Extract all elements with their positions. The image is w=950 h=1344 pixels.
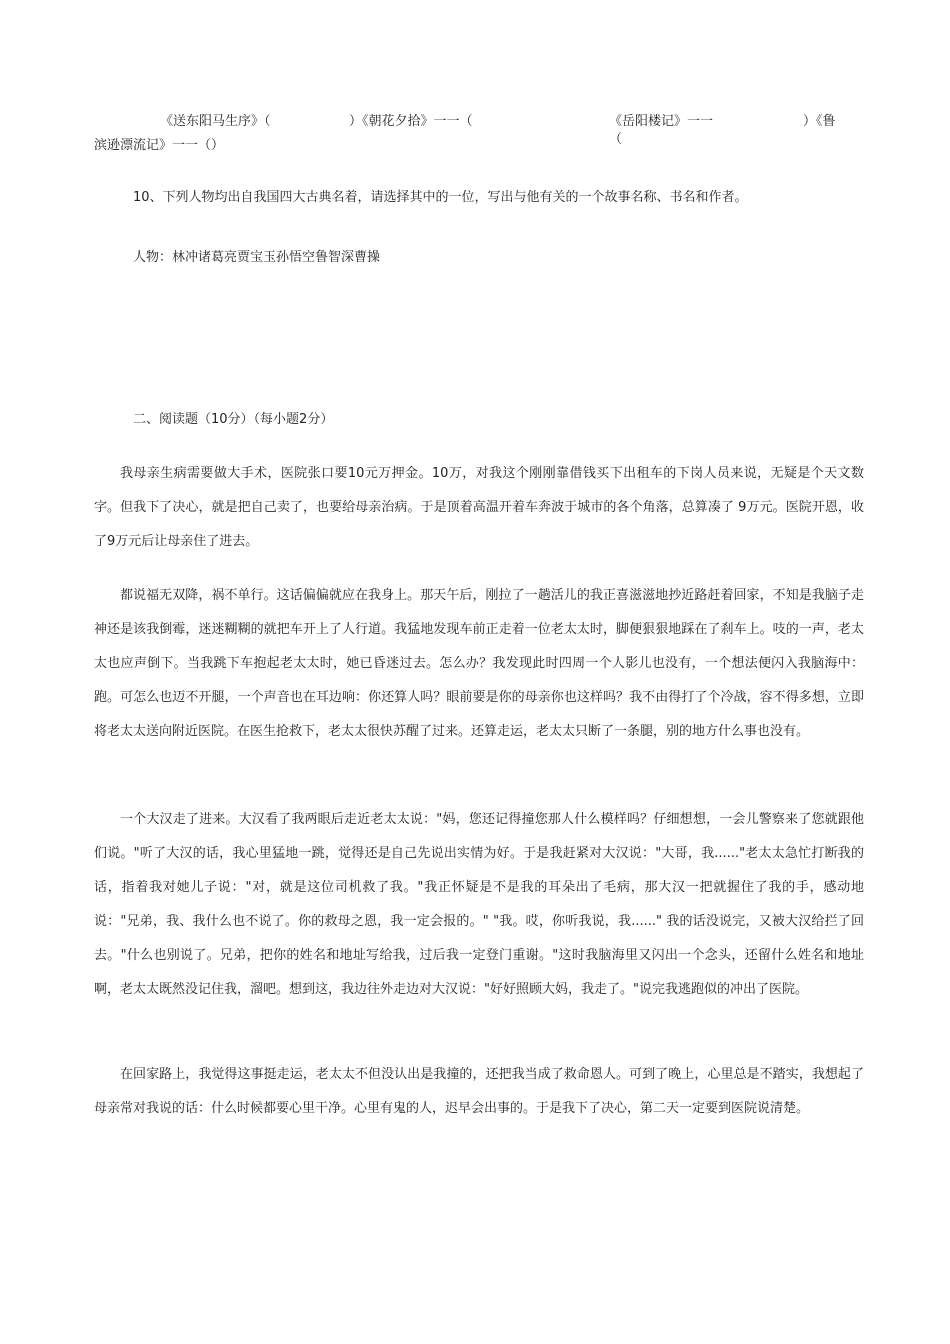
passage-paragraph-4: 在回家路上，我觉得这事挺走运，老太太不但没认出是我撞的，还把我当成了救命恩人。可到了晚上，心里总是不踏实，我想起了母亲常对我说的话：什么时候都要心里干净。心里有鬼的人，迟早会出事的。于是我下了决心，第二天一定要到医院说清楚。 <box>94 1067 864 1116</box>
q9-segment-3-paren: （ <box>609 132 623 147</box>
section-heading: 二、阅读题（10分）（每小题2分） <box>133 412 334 427</box>
passage-paragraph-2: 都说福无双降，祸不单行。这话偏偏就应在我身上。那天午后，刚拉了一趟活儿的我正喜滋滋地抄近路赶着回家，不知是我脑子走神还是该我倒霉，迷迷糊糊的就把车开上了人行道。我猛地发现车前正走着一位老太太时，脚便狠狠地踩在了刹车上。吱的一声，老太太也应声倒下。当我跳下车抱起老太太时，她已昏迷过去。怎么办？我发现此时四周一个人影儿也没有，一个想法便闪入我脑海中：跑。可怎么也迈不开腿，一个声音也在耳边响：你还算人吗？眼前要是你的母亲你也这样吗？我不由得打了个冷战，容不得多想，立即将老太太送向附近医院。在医生抢救下，老太太很快苏醒了过来。还算走运，老太太只断了一条腿，别的地方什么事也没有。 <box>94 588 864 739</box>
passage-paragraph-3: 一个大汉走了进来。大汉看了我两眼后走近老太太说："妈，您还记得撞您那人什么模样吗？仔细想想，一会儿警察来了您就跟他们说。"听了大汉的话，我心里猛地一跳，觉得还是自己先说出实情为好。于是我赶紧对大汉说："大哥，我......"老太太急忙打断我的话，指着我对她儿子说："对，就是这位司机救了我。"我正怀疑是不是我的耳朵出了毛病，那大汉一把就握住了我的手，感动地说："兄弟，我、我什么也不说了。你的救母之恩，我一定会报的。" "我。哎，你听我说，我......" 我的话没说完，又被大汉给拦了回去。"什么也别说了。兄弟，把你的姓名和地址写给我，过后我一定登门重谢。"这时我脑海里又闪出一个念头，还留什么姓名和地址啊，老太太既然没记住我，溜吧。想到这，我边往外走边对大汉说："好好照顾大妈，我走了。"说完我逃跑似的冲出了医院。 <box>94 812 864 997</box>
passage-paragraph-1: 我母亲生病需要做大手术，医院张口要10元万押金。10万，对我这个刚刚靠借钱买下出租车的下岗人员来说，无疑是个天文数字。但我下了决心，就是把自己卖了，也要给母亲治病。于是顶着高温开着车奔波于城市的各个角落，总算凑了 9万元。医院开恩，收了9万元后让母亲住了进去。 <box>94 466 864 549</box>
q9-segment-3: 《岳阳楼记》一一 <box>609 114 714 129</box>
q9-segment-2: ）《朝花夕拾》一一（ <box>349 114 473 129</box>
q9-segment-1: 《送东阳马生序》（ <box>160 114 271 129</box>
q9-segment-5: 滨逊漂流记》一一（） <box>94 138 225 153</box>
q10-question: 10、下列人物均出自我国四大古典名着，请选择其中的一位，写出与他有关的一个故事名称、书名和作者。 <box>133 190 748 205</box>
q10-characters: 人物：林冲诸葛亮贾宝玉孙悟空鲁智深曹操 <box>133 250 381 265</box>
q9-segment-4: ）《鲁 <box>803 114 836 129</box>
